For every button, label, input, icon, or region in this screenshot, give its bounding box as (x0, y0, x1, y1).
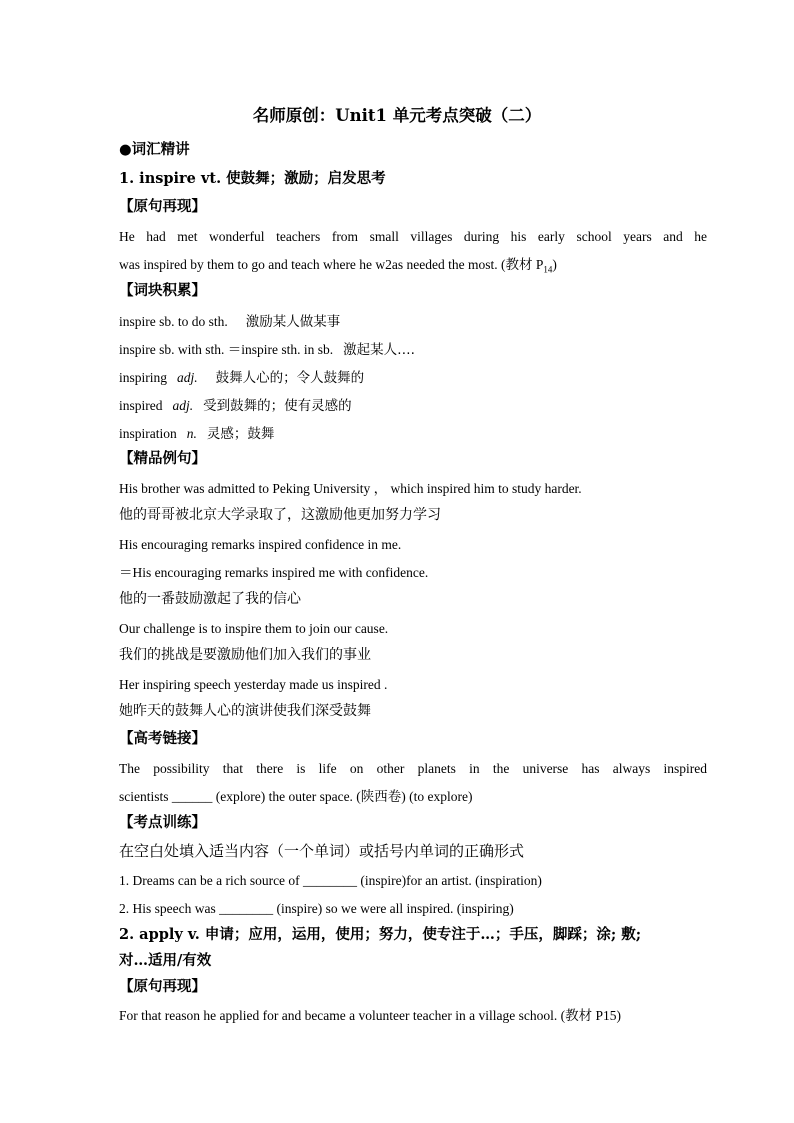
word2-heading-cont: 对…适用/有效 (119, 952, 212, 969)
phrase-en: inspire sb. to do sth. (119, 314, 228, 329)
phrase-cn: 激起某人…. (343, 342, 415, 358)
example-translation: 他的一番鼓励激起了我的信心 (119, 591, 301, 607)
phrase-cn: 灵感；鼓舞 (206, 426, 275, 442)
exercise-item: 1. Dreams can be a rich source of ________ (inspire)for an artist. (inspiration) (119, 873, 542, 888)
word1-yuanju-line2 (119, 258, 719, 275)
word1-yuanju-page: 14 (543, 264, 553, 275)
phrase-pos: adj. (172, 398, 194, 413)
word1-cikuai-label: 【词块积累】 (119, 282, 206, 299)
word1-kaodian-label: 【考点训练】 (119, 814, 206, 831)
word1-heading: 1. inspire vt. 使鼓舞；激励；启发思考 (119, 170, 386, 187)
section-vocab-heading: ●词汇精讲 (119, 141, 190, 158)
word1-liju-label: 【精品例句】 (119, 450, 206, 467)
example-sentence: Her inspiring speech yesterday made us inspired . (119, 677, 388, 692)
word1-yuanju-line2-text: was inspired by them to go and teach where he w2as needed the most. (教材 P (119, 257, 544, 272)
phrase-en: inspiring (119, 370, 168, 385)
word2-yuanju-label: 【原句再现】 (119, 978, 206, 995)
example-sentence: His brother was admitted to Peking University ， which inspired him to study harder. (119, 481, 582, 496)
page-title: 名师原创：Unit1 单元考点突破（二） (252, 106, 542, 125)
phrase-cn: 受到鼓舞的；使有灵感的 (203, 398, 352, 414)
example-translation: 他的哥哥被北京大学录取了，这激励他更加努力学习 (119, 507, 441, 523)
example-sentence: His encouraging remarks inspired confidence in me. (119, 537, 402, 552)
phrase-row (119, 369, 719, 386)
word1-yuanju-line1: He had met wonderful teachers from small villages during his early school years and he (119, 229, 707, 244)
phrase-row (119, 397, 719, 414)
example-sentence: ＝His encouraging remarks inspired me with confidence. (119, 565, 429, 580)
word2-heading: 2. apply v. 申请；应用，运用，使用；努力，使专注于…；手压，脚踩；涂; 敷; (119, 926, 642, 943)
phrase-en: inspiration (119, 426, 177, 441)
phrase-cn: 激励某人做某事 (245, 314, 341, 330)
phrase-en: inspire sb. with sth. ＝inspire sth. in sb. (119, 342, 334, 357)
phrase-row (119, 425, 719, 442)
phrase-pos: n. (186, 426, 197, 441)
example-sentence: Our challenge is to inspire them to join our cause. (119, 621, 389, 636)
word1-yuanju-end: ) (552, 257, 557, 272)
phrase-en: inspired (119, 398, 163, 413)
example-translation: 我们的挑战是要激励他们加入我们的事业 (119, 647, 371, 663)
phrase-row (119, 341, 719, 358)
phrase-row (119, 313, 719, 330)
phrase-pos: adj. (177, 370, 198, 385)
word1-gaokao-label: 【高考链接】 (119, 730, 206, 747)
gaokao-line2: scientists ______ (explore) the outer space. (陕西卷) (to explore) (119, 789, 473, 804)
example-translation: 她昨天的鼓舞人心的演讲使我们深受鼓舞 (119, 703, 371, 719)
word2-yuanju-line1: For that reason he applied for and became a volunteer teacher in a village school. (教材 P15) (119, 1008, 621, 1023)
exercise-item: 2. His speech was ________ (inspire) so we were all inspired. (inspiring) (119, 901, 514, 916)
gaokao-line1: The possibility that there is life on other planets in the universe has always inspired (119, 761, 707, 776)
kaodian-instruction: 在空白处填入适当内容（一个单词）或括号内单词的正确形式 (119, 842, 525, 860)
phrase-cn: 鼓舞人心的；令人鼓舞的 (215, 370, 365, 386)
word1-yuanju-label: 【原句再现】 (119, 198, 206, 215)
